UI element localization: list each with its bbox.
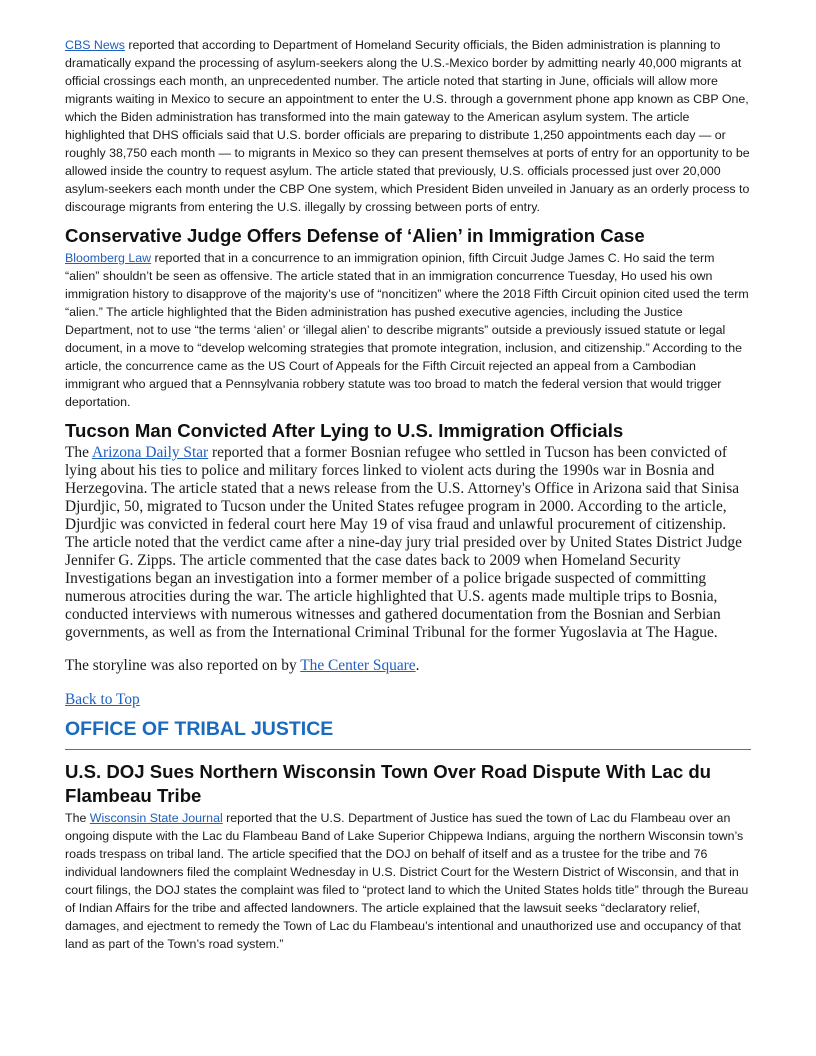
story-body-alien bbox=[65, 249, 751, 411]
story-text-tucson: reported that a former Bosnian refugee who settled in Tucson has been convicted of lying about his ties to police and military forces linked to violent acts during the 1990s war in Bosnia and Herzegovina. The article stated that a news release from the U.S. Attorney's Office in Arizona said that Sinisa Djurdjic, 50, migrated to Tucson under the United States refugee program in 2000. According to the article, Djurdjic was convicted in federal court here May 19 of visa fraud and unlawful procurement of citizenship. The article noted that the verdict came after a nine-day jury trial presided over by United States District Judge Jennifer G. Zipps. The article commented that the case dates back to 2009 when Homeland Security Investigations began an investigation into a former member of a police brigade suspected of committing numerous atrocities during the war. The article highlighted that U.S. agents made multiple trips to Bosnia, conducted interviews with numerous witnesses and gathered documentation from the Bosnian and Serbian governments, as well as from the International Criminal Tribunal for the former Yugoslavia at The Hague. bbox=[65, 444, 742, 641]
intro-paragraph bbox=[65, 36, 751, 216]
story-prefix-lac-du-flambeau: The bbox=[65, 811, 90, 825]
back-to-top-link[interactable]: Back to Top bbox=[65, 691, 140, 708]
also-reported-suffix: . bbox=[415, 657, 420, 674]
story-heading-tucson: Tucson Man Convicted After Lying to U.S. Immigration Officials bbox=[65, 420, 624, 441]
story-text-lac-du-flambeau: reported that the U.S. Department of Justice has sued the town of Lac du Flambeau over an ongoing dispute with the Lac du Flambeau Band of Lake Superior Chippewa Indians, arguing the northern Wisconsin town’s roads trespass on tribal land. The article specified that the DOJ on behalf of itself and as a trustee for the tribe and 76 individual landowners filed the complaint Wednesday in U.S. District Court for the Western District of Wisconsin, and that in court filings, the DOJ states the complaint was filed to “protect land to which the United States holds title” through the Bureau of Indian Affairs for the tribe and affected landowners. The article explained that the lawsuit seeks “declaratory relief, damages, and ejectment to remedy the Town of Lac du Flambeau’s intentional and unauthorized use and occupancy of that land as part of the Town’s road system.” bbox=[65, 811, 749, 951]
wisconsin-state-journal-link[interactable]: Wisconsin State Journal bbox=[89, 811, 223, 825]
intro-text: reported that according to Department of Homeland Security officials, the Biden administration is planning to dramatically expand the processing of asylum-seekers along the U.S.-Mexico border by admitting nearly 40,000 migrants at official crossings each month, an unprecedented number. The article noted that starting in June, officials will allow more migrants waiting in Mexico to secure an appointment to enter the U.S. through a government phone app known as CBP One, which the Biden administration has transformed into the main gateway to the American asylum system. The article highlighted that DHS officials said that U.S. border officials are preparing to distribute 1,250 appointments each day — or roughly 38,750 each month — to migrants in Mexico so they can present themselves at ports of entry for an opportunity to be allowed inside the country to request asylum. The article stated that previously, U.S. officials processed just over 20,000 asylum-seekers each month under the CBP One system, which President Biden unveiled in January as an orderly process to discourage migrants from entering the U.S. illegally by crossing between ports of entry. bbox=[65, 38, 750, 214]
section-title-tribal-justice: OFFICE OF TRIBAL JUSTICE bbox=[65, 718, 751, 750]
story-prefix-tucson: The bbox=[65, 444, 92, 461]
story-heading-lac-du-flambeau: U.S. DOJ Sues Northern Wisconsin Town Over Road Dispute With Lac du Flambeau Tribe bbox=[65, 761, 712, 806]
arizona-daily-star-link[interactable]: Arizona Daily Star bbox=[91, 444, 209, 461]
center-square-link[interactable]: The Center Square bbox=[300, 657, 416, 674]
also-reported-prefix: The storyline was also reported on by bbox=[65, 657, 301, 674]
story-body-lac-du-flambeau bbox=[65, 809, 751, 953]
story-heading-alien: Conservative Judge Offers Defense of ‘Alien’ in Immigration Case bbox=[65, 225, 645, 246]
bloomberg-law-link[interactable]: Bloomberg Law bbox=[65, 251, 152, 265]
story-body-tucson bbox=[65, 444, 751, 642]
story-text-alien: reported that in a concurrence to an immigration opinion, fifth Circuit Judge James C. Ho said the term “alien” shouldn’t be seen as offensive. The article stated that in an immigration concurrence Tuesday, Ho used his own immigration history to disapprove of the majority’s use of “noncitizen” where the 2018 Fifth Circuit opinion cited used the term “alien.” The article highlighted that the Biden administration has pushed executive agencies, including the Justice Department, not to use “the terms ‘alien’ or ‘illegal alien’ to describe migrants” outside a previously issued statute or legal document, in a move to “develop welcoming strategies that promote integration, inclusion, and citizenship.” According to the article, the concurrence came as the US Court of Appeals for the Fifth Circuit rejected an appeal from a Cambodian immigrant who argued that a Pennsylvania robbery statute was too broad to match the federal version that would trigger deportation. bbox=[65, 251, 749, 409]
also-reported-line bbox=[65, 657, 751, 675]
cbs-news-link[interactable]: CBS News bbox=[65, 38, 125, 52]
back-to-top-line bbox=[65, 691, 751, 709]
